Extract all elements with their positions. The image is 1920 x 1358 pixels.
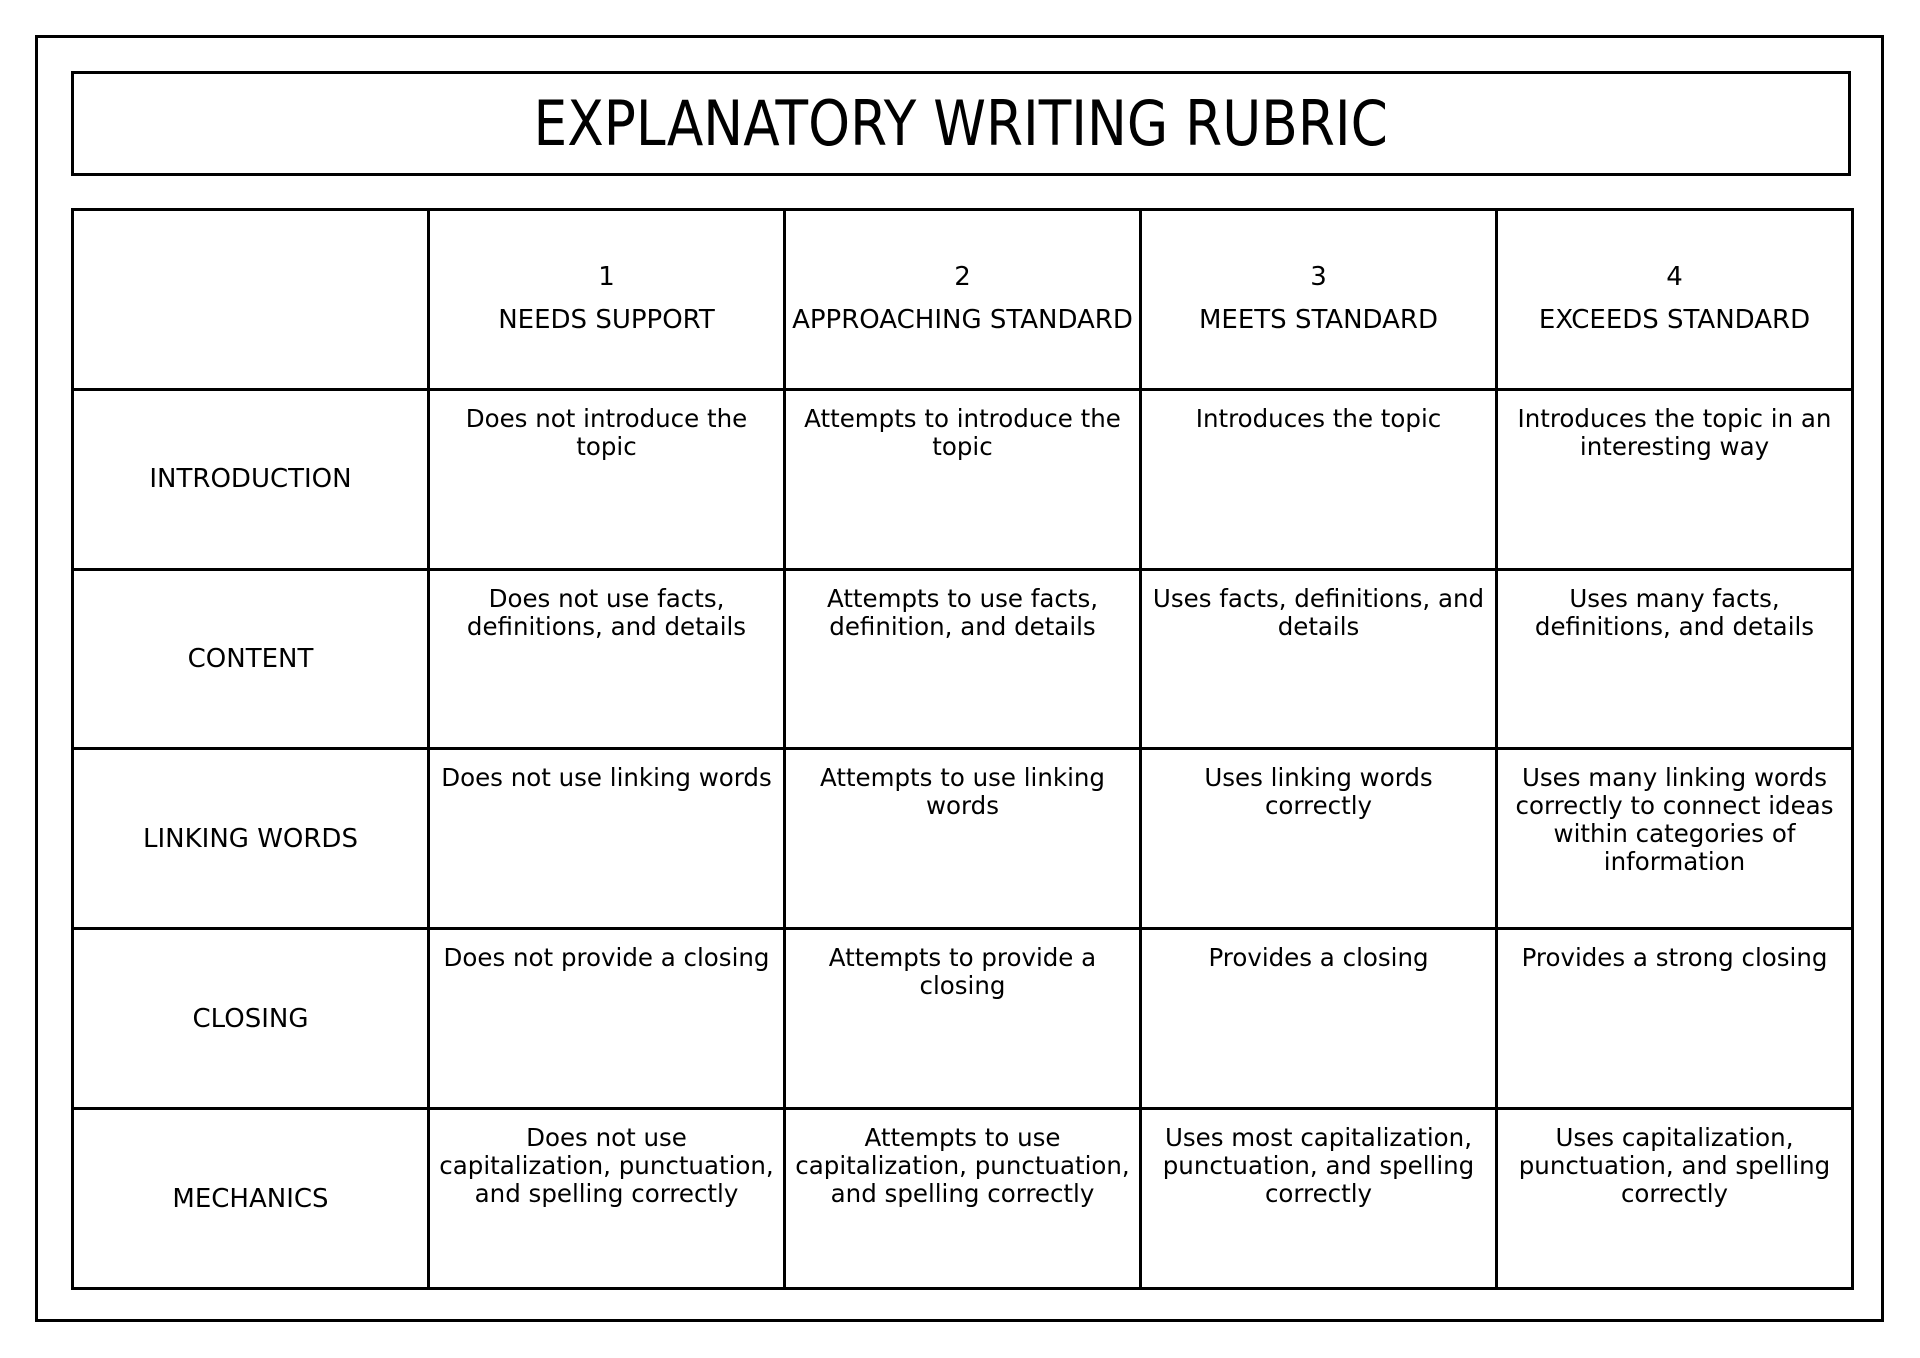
criteria-cell: Attempts to use facts, definition, and details (785, 569, 1141, 749)
level-header (1497, 210, 1853, 390)
criteria-cell: Introduces the topic in an interesting way (1497, 389, 1853, 569)
page-title: EXPLANATORY WRITING RUBRIC (533, 86, 1389, 160)
header-row (73, 210, 1853, 390)
level-number: 3 (1310, 262, 1327, 293)
level-name: MEETS STANDARD (1199, 305, 1438, 336)
rubric-row-introduction (73, 389, 1853, 569)
criteria-cell: Provides a strong closing (1497, 929, 1853, 1109)
criteria-cell: Attempts to provide a closing (785, 929, 1141, 1109)
criteria-cell: Uses most capitalization, punctuation, and spelling correctly (1141, 1109, 1497, 1289)
row-label: MECHANICS (73, 1109, 429, 1289)
rubric-table (71, 208, 1854, 1290)
rubric-row-linking-words (73, 749, 1853, 929)
rubric-row-content (73, 569, 1853, 749)
row-label: CONTENT (73, 569, 429, 749)
criteria-cell: Attempts to introduce the topic (785, 389, 1141, 569)
criteria-cell: Attempts to use capitalization, punctuation, and spelling correctly (785, 1109, 1141, 1289)
title-box (71, 71, 1851, 176)
criteria-cell: Does not use capitalization, punctuation, and spelling correctly (429, 1109, 785, 1289)
criteria-cell: Does not use linking words (429, 749, 785, 929)
criteria-cell: Provides a closing (1141, 929, 1497, 1109)
criteria-cell: Attempts to use linking words (785, 749, 1141, 929)
level-number: 2 (954, 262, 971, 293)
criteria-cell: Uses many facts, definitions, and details (1497, 569, 1853, 749)
criteria-cell: Uses linking words correctly (1141, 749, 1497, 929)
row-label: CLOSING (73, 929, 429, 1109)
corner-cell (73, 210, 429, 390)
row-label: LINKING WORDS (73, 749, 429, 929)
criteria-cell: Uses many linking words correctly to connect ideas within categories of information (1497, 749, 1853, 929)
row-label: INTRODUCTION (73, 389, 429, 569)
rubric-row-closing (73, 929, 1853, 1109)
criteria-cell: Does not use facts, definitions, and details (429, 569, 785, 749)
criteria-cell: Does not introduce the topic (429, 389, 785, 569)
criteria-cell: Uses facts, definitions, and details (1141, 569, 1497, 749)
level-header (429, 210, 785, 390)
level-name: NEEDS SUPPORT (498, 305, 715, 336)
level-number: 1 (598, 262, 615, 293)
criteria-cell: Does not provide a closing (429, 929, 785, 1109)
criteria-cell: Uses capitalization, punctuation, and spelling correctly (1497, 1109, 1853, 1289)
level-name: EXCEEDS STANDARD (1538, 305, 1811, 336)
criteria-cell: Introduces the topic (1141, 389, 1497, 569)
level-number: 4 (1666, 262, 1683, 293)
level-name: APPROACHING STANDARD (792, 305, 1133, 336)
level-header (785, 210, 1141, 390)
level-header (1141, 210, 1497, 390)
rubric-row-mechanics (73, 1109, 1853, 1289)
